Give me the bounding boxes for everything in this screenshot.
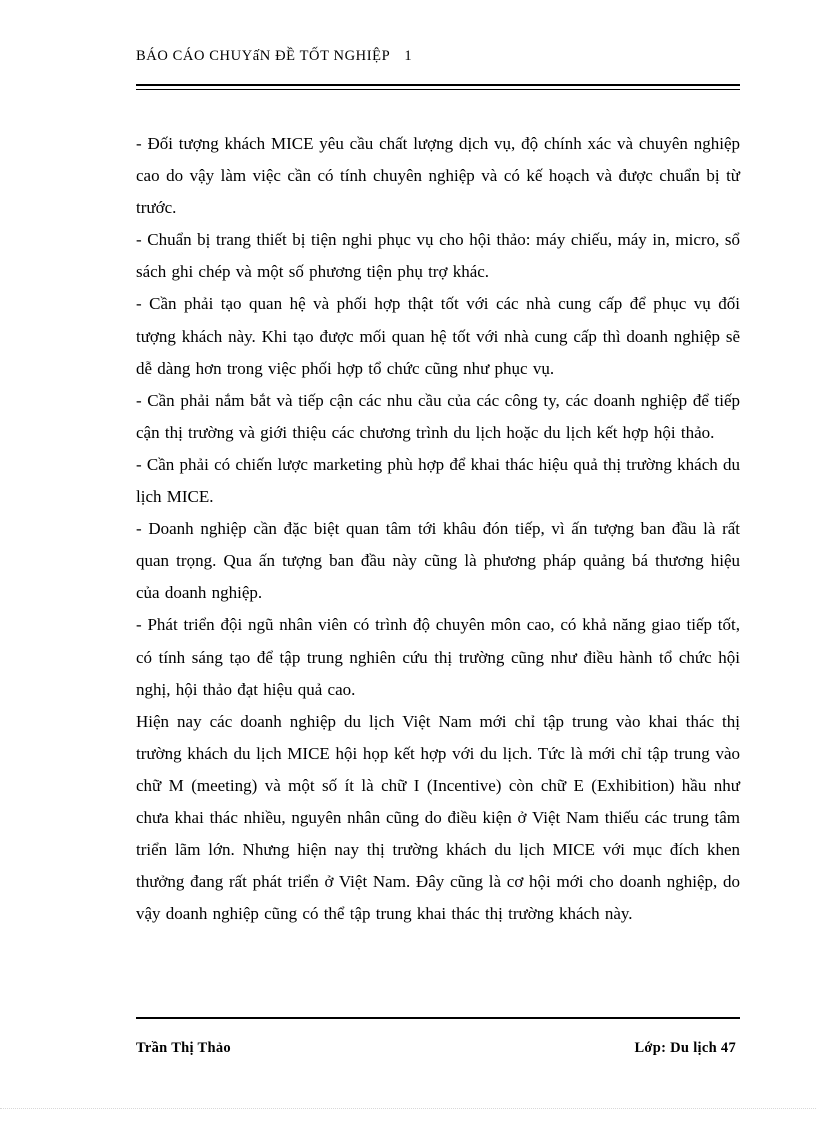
footer-author: Trần Thị Thảo <box>136 1040 231 1056</box>
paragraph: - Chuẩn bị trang thiết bị tiện nghi phục vụ cho hội thảo: máy chiếu, máy in, micro, sổ sách ghi chép và một số phương tiện phụ trợ khác. <box>136 230 740 282</box>
paragraph: - Đối tượng khách MICE yêu cầu chất lượng dịch vụ, độ chính xác và chuyên nghiệp cao do vậy làm việc cần có tính chuyên nghiệp và có kế hoạch và được chuẩn bị từ trước. <box>136 134 740 218</box>
paragraph: - Doanh nghiệp cần đặc biệt quan tâm tới khâu đón tiếp, vì ấn tượng ban đầu là rất quan trọng. Qua ấn tượng ban đầu này cũng là phương pháp quảng bá thương hiệu của doanh nghiệp. <box>136 519 740 603</box>
footer-rule <box>136 1017 740 1019</box>
paragraph: - Phát triển đội ngũ nhân viên có trình độ chuyên môn cao, có khả năng giao tiếp tốt, có tính sáng tạo để tập trung nghiên cứu thị trường cũng như điều hành tổ chức hội nghị, hội thảo đạt hiệu quả cao. <box>136 615 740 699</box>
paragraph: - Cần phải nắm bắt và tiếp cận các nhu cầu của các công ty, các doanh nghiệp để tiếp cận thị trường và giới thiệu các chương trình du lịch hoặc du lịch kết hợp hội thảo. <box>136 390 740 442</box>
page-edge-dotted-line <box>0 1108 816 1109</box>
paragraph: - Cần phải có chiến lược marketing phù hợp để khai thác hiệu quả thị trường khách du lịch MICE. <box>136 454 740 507</box>
header-rule <box>136 84 740 86</box>
document-body <box>136 128 740 930</box>
header-title: BÁO CÁO CHUYấN ĐỀ TỐT NGHIỆP <box>136 48 391 64</box>
page-number: 1 <box>404 48 412 64</box>
paragraph: - Cần phải tạo quan hệ và phối hợp thật tốt với các nhà cung cấp để phục vụ đối tượng khách này. Khi tạo được mối quan hệ tốt với nhà cung cấp thì doanh nghiệp sẽ dễ dàng hơn trong việc phối hợp tổ chức cũng như phục vụ. <box>136 294 740 378</box>
header-rule-thin <box>136 89 740 90</box>
page-header <box>136 48 740 65</box>
footer-class: Lớp: Du lịch 47 <box>634 1040 736 1056</box>
paragraph: Hiện nay các doanh nghiệp du lịch Việt Nam mới chỉ tập trung vào khai thác thị trường khách du lịch MICE hội họp kết hợp với du lịch. Tức là mới chỉ tập trung vào chữ M (meeting) và một số ít là chữ I (Incentive) còn chữ E (Exhibition) hầu như chưa khai thác nhiều, nguyên nhân cũng do điều kiện ở Việt Nam thiếu các trung tâm triển lãm lớn. Nhưng hiện nay thị trường khách du lịch MICE với mục đích khen thưởng đang rất phát triển ở Việt Nam. Đây cũng là cơ hội mới cho doanh nghiệp, do vậy doanh nghiệp cũng có thể tập trung khai thác thị trường khách này. <box>136 711 740 924</box>
